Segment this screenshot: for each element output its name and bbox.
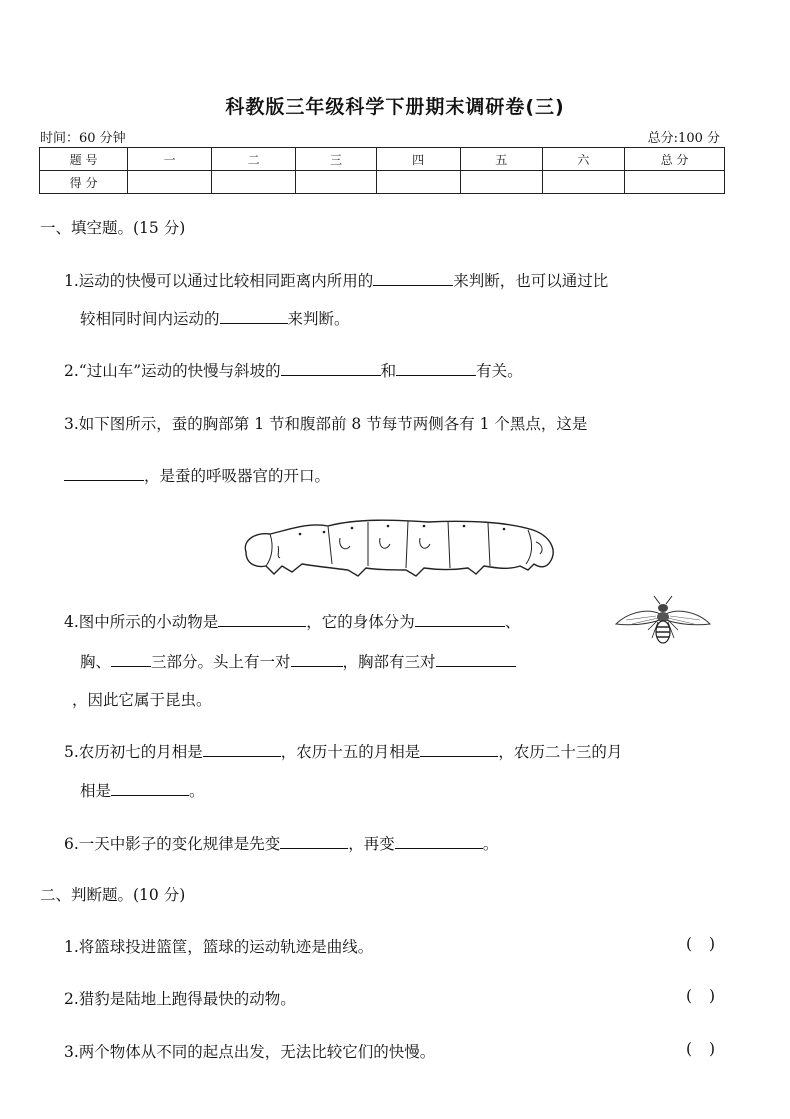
score-cell: 二 <box>212 148 296 171</box>
score-cell: 得 分 <box>40 171 128 194</box>
section2-title: 二、判断题。(10 分) <box>40 886 186 904</box>
question-text: 来判断，也可以通过比 <box>453 272 609 290</box>
question-1-line-1 <box>64 269 608 291</box>
question-text: 6.一天中影子的变化规律是先变 <box>64 835 281 853</box>
answer-blank[interactable] <box>281 361 381 376</box>
question-text: ，是蚕的呼吸器官的开口。 <box>144 467 331 485</box>
question-text: ，因此它属于昆虫。 <box>72 691 212 709</box>
question-4-line-2 <box>80 650 516 672</box>
exam-total-score: 总分:100 分 <box>647 131 720 146</box>
question-text: 、 <box>504 613 521 631</box>
question-text: 4.图中所示的小动物是 <box>64 613 219 631</box>
answer-blank[interactable] <box>420 742 498 757</box>
score-cell: 五 <box>460 148 542 171</box>
question-4-line-3 <box>72 688 212 710</box>
question-text: 有关。 <box>476 362 523 380</box>
score-cell: 六 <box>542 148 624 171</box>
answer-blank[interactable] <box>220 309 288 324</box>
page-title: 科教版三年级科学下册期末调研卷(三) <box>225 96 565 118</box>
exam-time: 时间：60 分钟 <box>40 131 126 146</box>
answer-blank[interactable] <box>436 652 516 667</box>
score-input-cell[interactable] <box>625 171 725 194</box>
question-text: 和 <box>380 362 397 380</box>
score-cell: 一 <box>128 148 212 171</box>
question-text: 来判断。 <box>287 310 350 328</box>
question-text: ，农历二十三的月 <box>498 743 623 761</box>
question-text: ，它的身体分为 <box>306 613 415 631</box>
question-3-line-1 <box>64 412 587 434</box>
bee-illustration <box>612 594 714 650</box>
answer-blank[interactable] <box>396 361 476 376</box>
score-cell: 三 <box>296 148 376 171</box>
question-text: ，再变 <box>348 835 395 853</box>
answer-blank[interactable] <box>291 652 343 667</box>
question-5-line-2 <box>80 779 205 801</box>
question-5-line-1 <box>64 740 622 762</box>
answer-blank[interactable] <box>280 834 348 849</box>
score-input-cell[interactable] <box>212 171 296 194</box>
question-text: 。 <box>482 835 499 853</box>
answer-blank[interactable] <box>415 612 505 627</box>
question-1-line-2 <box>80 307 350 329</box>
answer-blank[interactable] <box>64 466 144 481</box>
score-input-cell[interactable] <box>296 171 376 194</box>
answer-blank[interactable] <box>395 834 483 849</box>
score-input-cell[interactable] <box>542 171 624 194</box>
score-input-cell[interactable] <box>376 171 460 194</box>
question-text: 较相同时间内运动的 <box>80 310 220 328</box>
judge-question-1: 1.将篮球投进篮筐，篮球的运动轨迹是曲线。 <box>64 938 374 956</box>
score-cell: 题 号 <box>40 148 128 171</box>
score-cell: 总 分 <box>625 148 725 171</box>
score-cell: 四 <box>376 148 460 171</box>
question-text: ，胸部有三对 <box>342 653 436 671</box>
score-table <box>39 147 725 194</box>
section1-title: 一、填空题。(15 分) <box>40 219 186 237</box>
question-text: 3.如下图所示，蚕的胸部第 1 节和腹部前 8 节每节两侧各有 1 个黑点，这是 <box>64 415 588 433</box>
silkworm-illustration <box>228 512 564 582</box>
score-input-cell[interactable] <box>128 171 212 194</box>
score-input-cell[interactable] <box>460 171 542 194</box>
answer-blank[interactable] <box>111 781 189 796</box>
question-text: 三部分。头上有一对 <box>151 653 291 671</box>
judge-question-2: 2.猎豹是陆地上跑得最快的动物。 <box>64 990 296 1008</box>
question-text: 5.农历初七的月相是 <box>64 743 203 761</box>
judge-answer-paren[interactable]: ( ) <box>686 935 722 953</box>
answer-blank[interactable] <box>111 652 151 667</box>
judge-question-3: 3.两个物体从不同的起点出发，无法比较它们的快慢。 <box>64 1043 436 1061</box>
question-text: ，农历十五的月相是 <box>280 743 421 761</box>
judge-answer-paren[interactable]: ( ) <box>686 987 722 1005</box>
question-text: 胸、 <box>80 653 112 671</box>
question-text: 相是 <box>80 782 112 800</box>
question-3-line-2 <box>64 464 330 486</box>
score-table-score-row <box>40 171 725 194</box>
judge-answer-paren[interactable]: ( ) <box>686 1040 722 1058</box>
score-table-header-row <box>40 148 725 171</box>
answer-blank[interactable] <box>373 271 453 286</box>
question-text: 1.运动的快慢可以通过比较相同距离内所用的 <box>64 272 374 290</box>
answer-blank[interactable] <box>203 742 281 757</box>
question-2 <box>64 359 523 381</box>
question-text: 2.“过山车”运动的快慢与斜坡的 <box>64 362 281 380</box>
question-6 <box>64 832 498 854</box>
question-text: 。 <box>189 782 205 800</box>
question-4-line-1 <box>64 610 520 632</box>
answer-blank[interactable] <box>218 612 306 627</box>
